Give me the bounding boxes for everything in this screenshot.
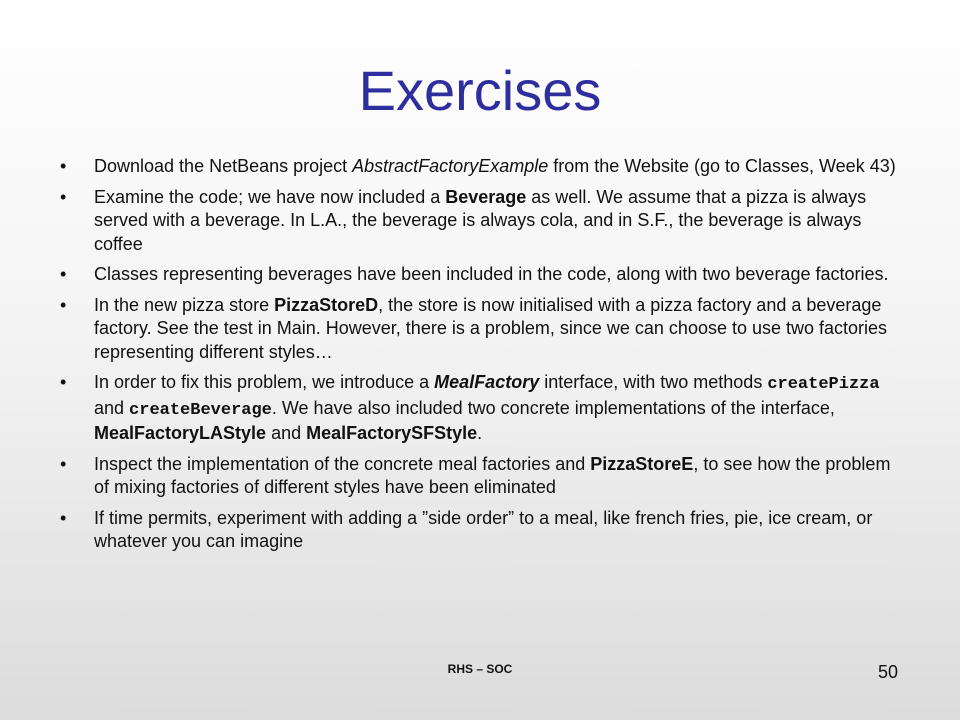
bullet-text-segment: interface, with two methods: [539, 372, 768, 392]
bullet-text-segment: Beverage: [445, 186, 527, 207]
bullet-text-segment: , the store is now initialised with a pizza factory and a beverage factory. See the test in Main. However, there is a problem, since we can choose to use two factories representing different styles…: [94, 294, 888, 362]
bullet-list: [60, 155, 910, 561]
bullet-text-segment: as well. We assume that a pizza is always served with a beverage. In L.A., the beverage is always cola, and in S.F., the beverage is always coffee: [94, 186, 867, 254]
bullet-dot-icon: •: [60, 294, 67, 315]
bullet-text-segment: .: [477, 423, 483, 443]
bullet-text-segment: and: [266, 423, 307, 443]
bullet-item: [60, 294, 910, 365]
bullet-item: [60, 186, 910, 257]
bullet-text-segment: PizzaStoreE: [590, 453, 694, 474]
bullet-dot-icon: •: [60, 264, 67, 284]
bullet-text-segment: In order to fix this problem, we introduce a: [94, 372, 435, 392]
bullet-text-segment: Classes representing beverages have been included in the code, along with two beverage factories.: [94, 264, 889, 284]
bullet-dot-icon: •: [60, 156, 67, 176]
bullet-item: [60, 453, 910, 500]
bullet-text-segment: MealFactorySFStyle: [306, 423, 478, 443]
bullet-dot-icon: •: [60, 507, 67, 528]
bullet-dot-icon: •: [60, 186, 67, 207]
bullet-text-segment: Inspect the implementation of the concrete meal factories and: [94, 453, 591, 474]
bullet-text-segment: PizzaStoreD: [274, 294, 379, 315]
bullet-text-segment: and: [94, 397, 130, 418]
bullet-text-segment: MealFactoryLAStyle: [94, 423, 267, 443]
bullet-text-segment: If time permits, experiment with adding a ”side order” to a meal, like french fries, pie, ice cream, or whatever you can imagine: [94, 507, 873, 551]
bullet-text-segment: Examine the code; we have now included a: [94, 186, 446, 207]
slide-title: Exercises: [358, 59, 602, 122]
bullet-item: [60, 507, 910, 554]
bullet-item: [60, 155, 910, 179]
bullet-text-segment: In the new pizza store: [94, 294, 275, 315]
page-number: 50: [878, 662, 899, 682]
bullet-text-segment: , to see how the problem of mixing factories of different styles have been eliminated: [94, 453, 891, 497]
bullet-text-segment: createBeverage: [129, 400, 272, 420]
bullet-text-segment: from the Website (go to Classes, Week 43): [548, 156, 896, 176]
bullet-dot-icon: •: [60, 453, 67, 474]
bullet-dot-icon: •: [60, 372, 67, 392]
bullet-text-segment: AbstractFactoryExample: [352, 156, 549, 176]
footer-text: RHS – SOC: [447, 662, 513, 676]
bullet-text-segment: . We have also included two concrete implementations of the interface,: [271, 397, 835, 418]
bullet-item: [60, 263, 910, 287]
bullet-text-segment: createPizza: [767, 375, 880, 394]
bullet-item: [60, 371, 910, 446]
bullet-text-segment: MealFactory: [434, 372, 540, 392]
bullet-text-segment: Download the NetBeans project: [94, 156, 353, 176]
